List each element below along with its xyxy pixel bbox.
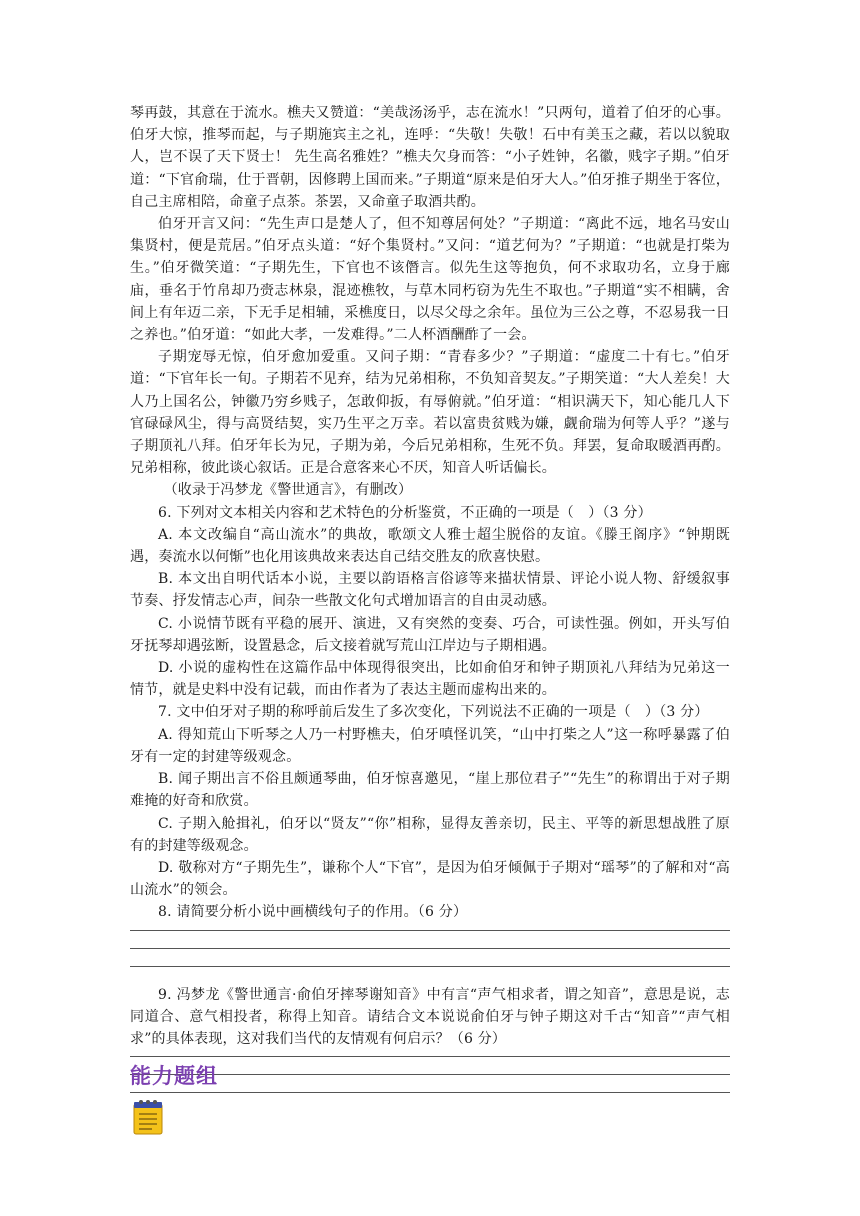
section-title: 能力题组 <box>130 1064 218 1088</box>
question-8 <box>130 901 730 966</box>
passage-source: （收录于冯梦龙《警世通言》，有删改） <box>163 482 413 499</box>
question-7 <box>130 701 730 901</box>
question-9 <box>130 984 730 1094</box>
question-9-answer-area <box>130 1056 730 1093</box>
question-7-option-d: D. 敬称对方“子期先生”，谦称个人“下官”，是因为伯牙倾佩于子期对“瑶琴”的了解和对“高山流水”的领会。 <box>130 859 730 899</box>
passage-paragraph-3: 子期宠辱无惊，伯牙愈加爱重。又问子期：“青春多少？”子期道：“虚度二十有七。”伯牙道：“下官年长一旬。子期若不见弃，结为兄弟相称，不负知音契友。”子期笑道：“大人差矣！大人乃上国名公，钟徽乃穷乡贱子，怎敢仰扳，有辱俯就。”伯牙道：“相识满天下，知心能几人下官碌碌风尘，得与高贤结契，实乃生平之万幸。若以富贵贫贱为嫌，觑俞瑞为何等人乎？”遂与子期顶礼八拜。伯牙年长为兄，子期为弟，今后兄弟相称，生死不负。拜罢，复命取暖酒再酌。兄弟相称，彼此谈心叙话。正是合意客来心不厌，知音人听话偏长。 <box>130 349 730 477</box>
passage-paragraph-2: 伯牙开言又问：“先生声口是楚人了，但不知尊居何处？”子期道：“离此不远，地名马安山集贤村，便是荒居。”伯牙点头道：“好个集贤村。”又问：“道艺何为？”子期道：“也就是打柴为生。”伯牙微笑道：“子期先生，下官也不该僭言。似先生这等抱负，何不求取功名，立身于廊庙，垂名于竹帛却乃赍志林泉，混迹樵牧，与草木同朽窃为先生不取也。”子期道“实不相瞒，舍间上有年迈二亲，下无手足相辅，采樵度日，以尽父母之余年。虽位为三公之尊，不忍易我一日之养也。”伯牙道：“如此大孝，一发难得。”二人杯酒酬酢了一会。 <box>130 216 730 344</box>
question-7-option-b: B. 闻子期出言不俗且颇通琴曲，伯牙惊喜邀见，“崖上那位君子”“先生”的称谓出于对子期难掩的好奇和欣赏。 <box>130 771 730 810</box>
question-7-stem: 7. 文中伯牙对子期的称呼前后发生了多次变化，下列说法不正确的一项是（ ）（3 分） <box>158 704 709 721</box>
question-6 <box>130 502 730 702</box>
question-6-option-d: D. 小说的虚构性在这篇作品中体现得很突出，比如俞伯牙和钟子期顶礼八拜结为兄弟这一情节，就是史料中没有记载，而由作者为了表达主题而虚构出来的。 <box>130 660 730 699</box>
question-7-option-c: C. 子期入舱揖礼，伯牙以“贤友”“你”相称，显得友善亲切，民主、平等的新思想战胜了原有的封建等级观念。 <box>130 815 730 854</box>
question-8-stem: 8. 请简要分析小说中画横线句子的作用。（6 分） <box>158 904 468 921</box>
document-body <box>130 102 730 1110</box>
notepad-icon <box>132 1098 164 1136</box>
question-9-stem: 9. 冯梦龙《警世通言·俞伯牙摔琴谢知音》中有言“声气相求者，谓之知音”，意思是说，志同道合、意气相投者，称得上知音。请结合文本说说俞伯牙与钟子期这对千古“知音”“声气相求”的具体表现，这对我们当代的友情观有何启示？（6 分） <box>130 986 730 1047</box>
question-6-stem: 6. 下列对文本相关内容和艺术特色的分析鉴赏，不正确的一项是（ ）（3 分） <box>158 504 652 521</box>
answer-line <box>130 1092 730 1093</box>
question-7-option-a: A. 得知荒山下听琴之人乃一村野樵夫，伯牙嗔怪讥笑，“山中打柴之人”这一称呼暴露了伯牙有一定的封建等级观念。 <box>130 726 730 765</box>
question-6-option-c: C. 小说情节既有平稳的展开、演进，又有突然的变奏、巧合，可读性强。例如，开头写伯牙抚琴却遇弦断，设置悬念，后文接着就写荒山江岸边与子期相遇。 <box>130 615 730 654</box>
question-6-option-a: A. 本文改编自“高山流水”的典故，歌颂文人雅士超尘脱俗的友谊。《滕王阁序》“钟期既遇，奏流水以何惭”也化用该典故来表达自己结交胜友的欣喜快慰。 <box>130 526 730 566</box>
answer-line <box>130 930 730 931</box>
question-8-answer-area <box>130 930 730 967</box>
answer-line <box>130 948 730 949</box>
answer-line <box>130 966 730 967</box>
answer-line <box>130 1056 730 1057</box>
answer-line <box>130 1074 730 1075</box>
passage-paragraph-1: 琴再鼓，其意在于流水。樵夫又赞道：“美哉汤汤乎，志在流水！”只两句，道着了伯牙的心事。伯牙大惊，推琴而起，与子期施宾主之礼，连呼：“失敬！失敬！石中有美玉之藏，若以以貌取人，岂不误了天下贤士！ 先生高名雅姓？”樵夫欠身而答：“小子姓钟，名徽，贱字子期。”伯牙道：“下官俞瑞，仕于晋朝，因修聘上国而来。”子期道“原来是伯牙大人。”伯牙推子期坐于客位，自己主席相陪，命童子点茶。茶罢，又命童子取酒共酌。 <box>130 105 730 210</box>
question-6-option-b: B. 本文出自明代话本小说，主要以韵语格言俗谚等来描状情景、评论小说人物、舒缓叙事节奏、抒发情志心声，间杂一些散文化句式增加语言的自由灵动感。 <box>130 571 730 610</box>
